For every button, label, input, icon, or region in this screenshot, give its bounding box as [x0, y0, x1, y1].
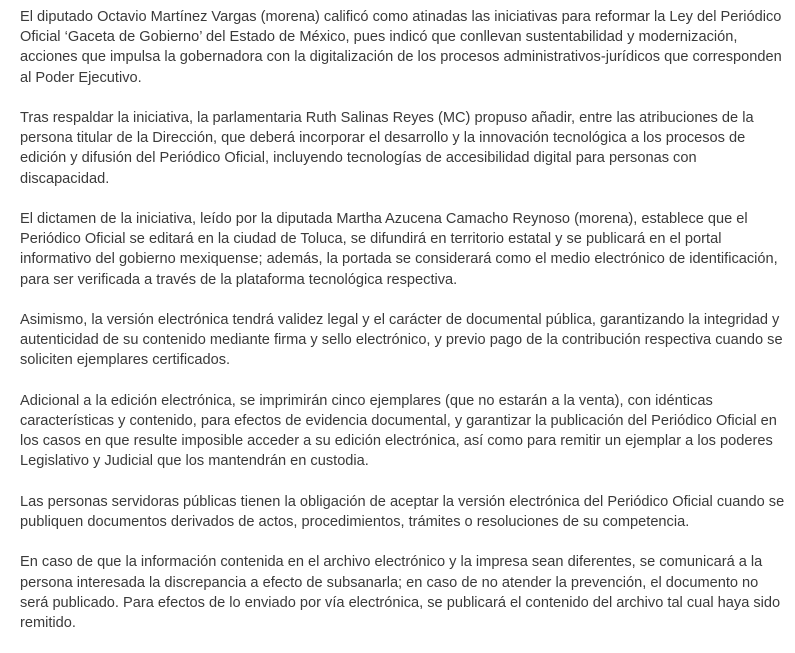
- paragraph-2: Tras respaldar la iniciativa, la parlamentaria Ruth Salinas Reyes (MC) propuso añadir, entre las atribuciones de la persona titular de la Dirección, que deberá incorporar el desarrollo y la innovación tecnológica a los procesos de edición y difusión del Periódico Oficial, incluyendo tecnologías de accesibilidad digital para personas con discapacidad.: [20, 110, 754, 187]
- paragraph-5: Adicional a la edición electrónica, se imprimirán cinco ejemplares (que no estarán a la venta), con idénticas características y contenido, para efectos de evidencia documental, y garantizar la publicación del Periódico Oficial en los casos en que resulte imposible acceder a su edición electrónica, así como para remitir un ejemplar a los poderes Legislativo y Judicial que los mantendrán en custodia.: [20, 392, 777, 470]
- article-body: [20, 7, 788, 653]
- paragraph-6: Las personas servidoras públicas tienen la obligación de aceptar la versión electrónica del Periódico Oficial cuando se publiquen documentos derivados de actos, procedimientos, trámites o resoluciones de su competencia.: [20, 493, 785, 530]
- paragraph-1: El diputado Octavio Martínez Vargas (morena) calificó como atinadas las iniciativas para reformar la Ley del Periódico Oficial ‘Gaceta de Gobierno’ del Estado de México, pues indicó que conllevan sustentabilidad y modernización, acciones que impulsa la gobernadora con la digitalización de los procesos administrativos-jurídicos que corresponden al Poder Ejecutivo.: [20, 9, 782, 86]
- paragraph-7: En caso de que la información contenida en el archivo electrónico y la impresa sean diferentes, se comunicará a la persona interesada la discrepancia a efecto de subsanarla; en caso de no atender la prevención, el documento no será publicado. Para efectos de lo enviado por vía electrónica, se publicará el contenido del archivo tal cual haya sido remitido.: [20, 554, 781, 631]
- paragraph-3: El dictamen de la iniciativa, leído por la diputada Martha Azucena Camacho Reynoso (morena), establece que el Periódico Oficial se editará en la ciudad de Toluca, se difundirá en territorio estatal y se publicará en el portal informativo del gobierno mexiquense; además, la portada se considerará como el medio electrónico de identificación, para ser verificada a través de la plataforma tecnológica respectiva.: [20, 211, 778, 288]
- paragraph-4: Asimismo, la versión electrónica tendrá validez legal y el carácter de documental pública, garantizando la integridad y autenticidad de su contenido mediante firma y sello electrónico, y previo pago de la contribución respectiva cuando se soliciten ejemplares certificados.: [20, 312, 783, 369]
